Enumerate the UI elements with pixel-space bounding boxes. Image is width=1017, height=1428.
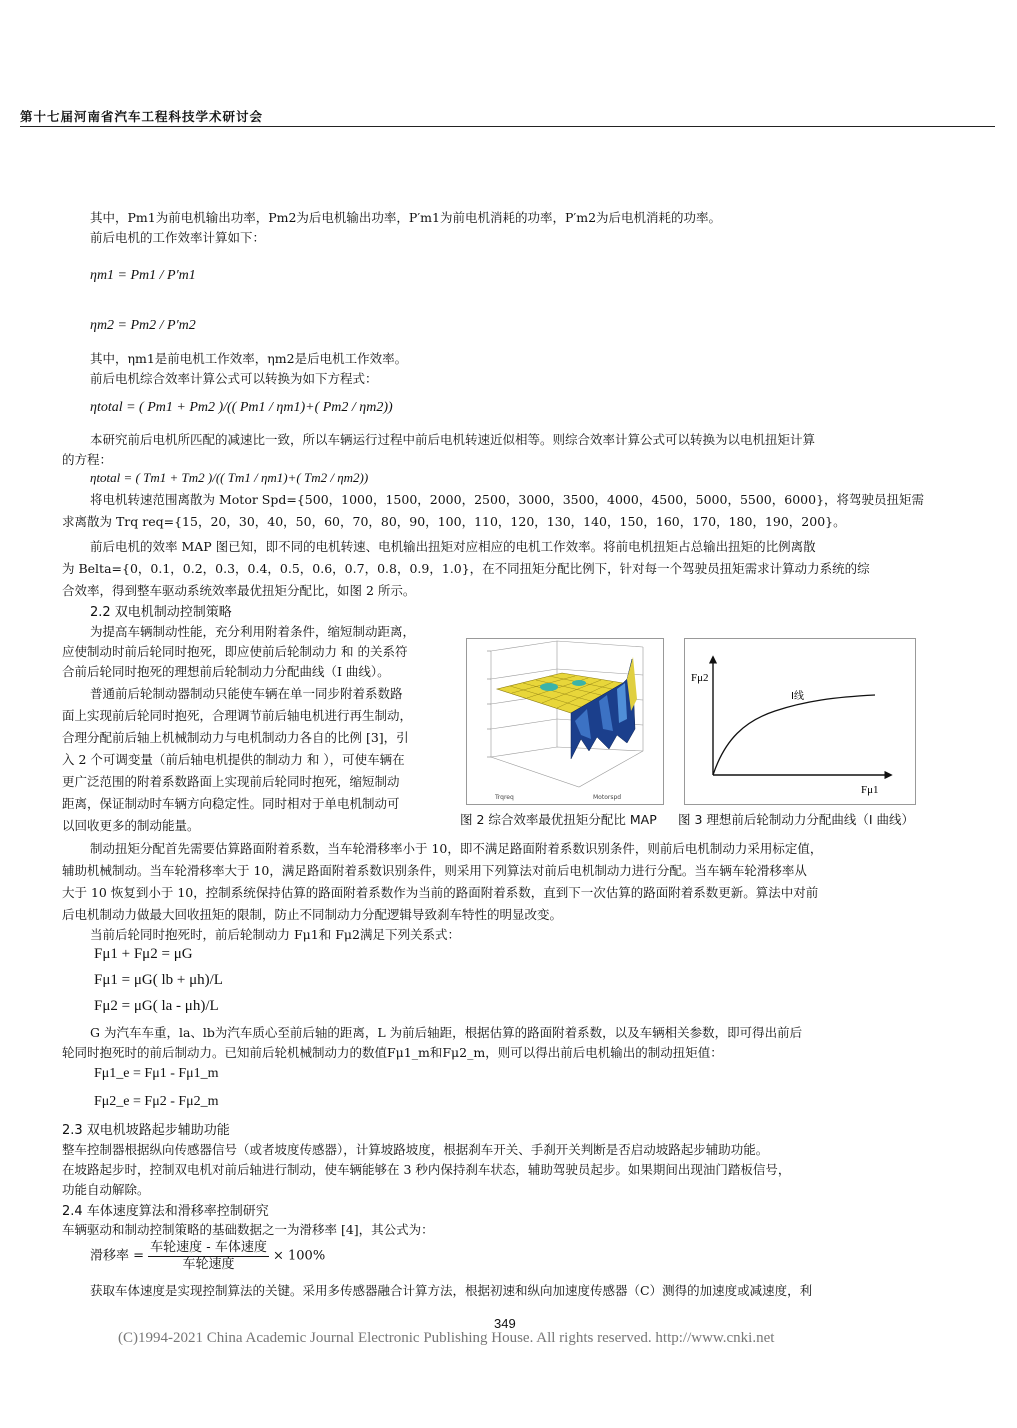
figure-3-xlabel: Fμ1 [861,784,879,796]
figure-2-ylabel: Trqreq [495,794,514,801]
slip-formula-fraction [148,1240,269,1273]
para-vehicle-params-2: 轮同时抱死时的前后制动力。已知前后轮机械制动力的数值Fμ1_m和Fμ2_m，则可以得出前后电机输出的制动扭矩值： [62,1045,723,1060]
hill-start-line-2: 在坡路起步时，控制双电机对前后轴进行制动，使车辆能够在 3 秒内保持刹车状态，辅助驾驶员起步。如果期间出现油门踏板信号， [62,1162,791,1177]
para-brake-dist-1: 制动扭矩分配首先需要估算路面附着系数，当车轮滑移率小于 10，即不满足路面附着系数识别条件，则前后电机制动力采用标定值， [90,841,823,856]
slip-formula-numerator: 车轮速度 - 车体速度 [150,1240,267,1255]
hill-start-line-1: 整车控制器根据纵向传感器信号（或者坡度传感器），计算坡路坡度，根据刹车开关、手刹开关判断是否启动坡路起步辅助功能。 [62,1142,769,1157]
para-brake-dist-4: 后电机制动力做最大回收扭矩的限制，防止不同制动力分配逻辑导致刹车特性的明显改变。 [62,907,563,922]
journal-header: 第十七届河南省汽车工程科技学术研讨会 [20,109,264,124]
header-rule [20,126,995,127]
para-speed-ratio-2: 的方程： [62,452,113,467]
brake-line-10: 以回收更多的制动能量。 [62,818,200,833]
equation-eta-total-torque: ηtotal = ( Tm1 + Tm2 )/(( Tm1 / ηm1)+( Tm2 / ηm2)) [90,470,369,485]
brake-line-8: 更广泛范围的附着系数路面上实现前后轮同时抱死，缩短制动 [62,774,400,789]
brake-line-7: 入 2 个可调变量（前后轴电机提供的制动力 和 ），可使车辆在 [62,752,405,767]
hill-start-line-3: 功能自动解除。 [62,1182,150,1197]
brake-line-6: 合理分配前后轴上机械制动力与电机制动力各自的比例 [3]，引 [62,730,409,745]
para-brake-dist-2: 辅助机械制动。当车轮滑移率大于 10，满足路面附着系数识别条件，则采用下列算法对前后电机制动力进行分配。当车辆车轮滑移率从 [62,863,807,878]
equation-f-e2: Fμ2_e = Fμ2 - Fμ2_m [94,1094,219,1109]
slip-formula-denominator: 车轮速度 [182,1257,235,1272]
para-map-3: 合效率，得到整车驱动系统效率最优扭矩分配比，如图 2 所示。 [62,583,416,598]
i-curve-line [713,695,875,775]
para-eta-def: 其中，ηm1是前电机工作效率，ηm2是后电机工作效率。 [90,351,408,366]
para-eff-intro: 前后电机的工作效率计算如下： [90,230,266,245]
slip-formula-tail: × 100% [272,1248,326,1264]
figure-2-map [466,638,664,805]
figure-2-xlabel: Motorspd [593,794,622,801]
figure-3-plot [685,639,915,804]
figure-2-caption: 图 2 综合效率最优扭矩分配比 MAP [460,812,657,827]
brake-line-3: 合前后轮同时抱死的理想前后轮制动力分配曲线（I 曲线）。 [62,664,390,679]
para-lock-condition: 当前后轮同时抱死时，前后轮制动力 Fμ1和 Fμ2满足下列关系式： [90,927,460,942]
brake-line-4: 普通前后轮制动器制动只能使车辆在单一同步附着系数路 [90,686,403,701]
para-power-def: 其中，Pm1为前电机输出功率，Pm2为后电机输出功率，P′m1为前电机消耗的功率，P′m2为后电机消耗的功率。 [90,210,722,225]
section-title-2-3: 2.3 双电机坡路起步辅助功能 [62,1123,230,1138]
slip-intro: 车辆驱动和制动控制策略的基础数据之一为滑移率 [4]，其公式为： [62,1222,434,1237]
equation-slip-ratio [90,1240,325,1273]
figure-3-curve-label: I线 [791,691,804,702]
equation-eta-total-power: ηtotal = ( Pm1 + Pm2 )/(( Pm1 / ηm1)+( Pm2 / ηm2)) [90,400,393,415]
para-brake-dist-3: 大于 10 恢复到小于 10，控制系统保持估算的路面附着系数作为当前的路面附着系数，直到下一次估算的路面附着系数更新。算法中对前 [62,885,819,900]
page-number: 349 [494,1316,516,1331]
para-vehicle-params-1: G 为汽车车重，la、lb为汽车质心至前后轴的距离，L 为前后轴距，根据估算的路面附着系数，以及车辆相关参数，即可得出前后 [90,1025,803,1040]
equation-eta-m2: ηm2 = Pm2 / P′m2 [90,318,196,333]
para-map-1: 前后电机的效率 MAP 图已知，即不同的电机转速、电机输出扭矩对应相应的电机工作效率。将前电机扭矩占总输出扭矩的比例离散 [90,539,816,554]
section-title-2-4: 2.4 车体速度算法和滑移率控制研究 [62,1204,269,1219]
copyright-footer: (C)1994-2021 China Academic Journal Electronic Publishing House. All rights reserved. http://www.cnki.net [118,1330,775,1346]
para-speed-ratio-1: 本研究前后电机所匹配的减速比一致，所以车辆运行过程中前后电机转速近似相等。则综合效率计算公式可以转换为以电机扭矩计算 [90,432,816,447]
figure-2-surface-plot [467,639,663,804]
brake-line-2: 应使制动时前后轮同时抱死，即应使前后轮制动力 和 的关系符 [62,644,408,659]
equation-f-e1: Fμ1_e = Fμ1 - Fμ1_m [94,1066,219,1081]
para-total-intro: 前后电机综合效率计算公式可以转换为如下方程式： [90,371,378,386]
figure-3-caption: 图 3 理想前后轮制动力分配曲线（I 曲线） [678,812,915,827]
equation-eta-m1: ηm1 = Pm1 / P′m1 [90,268,196,283]
section-title-2-2: 2.2 双电机制动控制策略 [90,605,232,620]
para-discretize-1: 将电机转速范围离散为 Motor Spd={500，1000，1500，2000，2500，3000，3500，4000，4500，5000，5500，6000}，将驾驶员扭矩需 [90,492,925,507]
para-discretize-2: 求离散为 Trq req={15，20，30，40，50，60，70，80，90，100，110，120，130，140，150，160，170，180，190，200}。 [62,514,846,529]
slip-formula-lhs: 滑移率 = [90,1248,145,1264]
brake-line-9: 距离，保证制动时车辆方向稳定性。同时相对于单电机制动可 [62,796,400,811]
brake-line-5: 面上实现前后轮同时抱死，合理调节前后轴电机进行再生制动， [62,708,413,723]
equation-f-sum: Fμ1 + Fμ2 = μG [94,946,193,962]
figure-3-i-curve [684,638,916,805]
figure-3-ylabel: Fμ2 [691,672,709,684]
equation-f-mu2: Fμ2 = μG( la - μh)/L [94,998,219,1014]
brake-line-1: 为提高车辆制动性能，充分利用附着条件，缩短制动距离， [90,624,416,639]
para-body-speed: 获取车体速度是实现控制算法的关键。采用多传感器融合计算方法，根据初速和纵向加速度传感器（C）测得的加速度或减速度，利 [90,1283,813,1298]
para-map-2: 为 Belta={0，0.1，0.2，0.3，0.4，0.5，0.6，0.7，0.8，0.9，1.0}，在不同扭矩分配比例下，针对每一个驾驶员扭矩需求计算动力系统的综 [62,561,870,576]
equation-f-mu1: Fμ1 = μG( lb + μh)/L [94,972,223,988]
